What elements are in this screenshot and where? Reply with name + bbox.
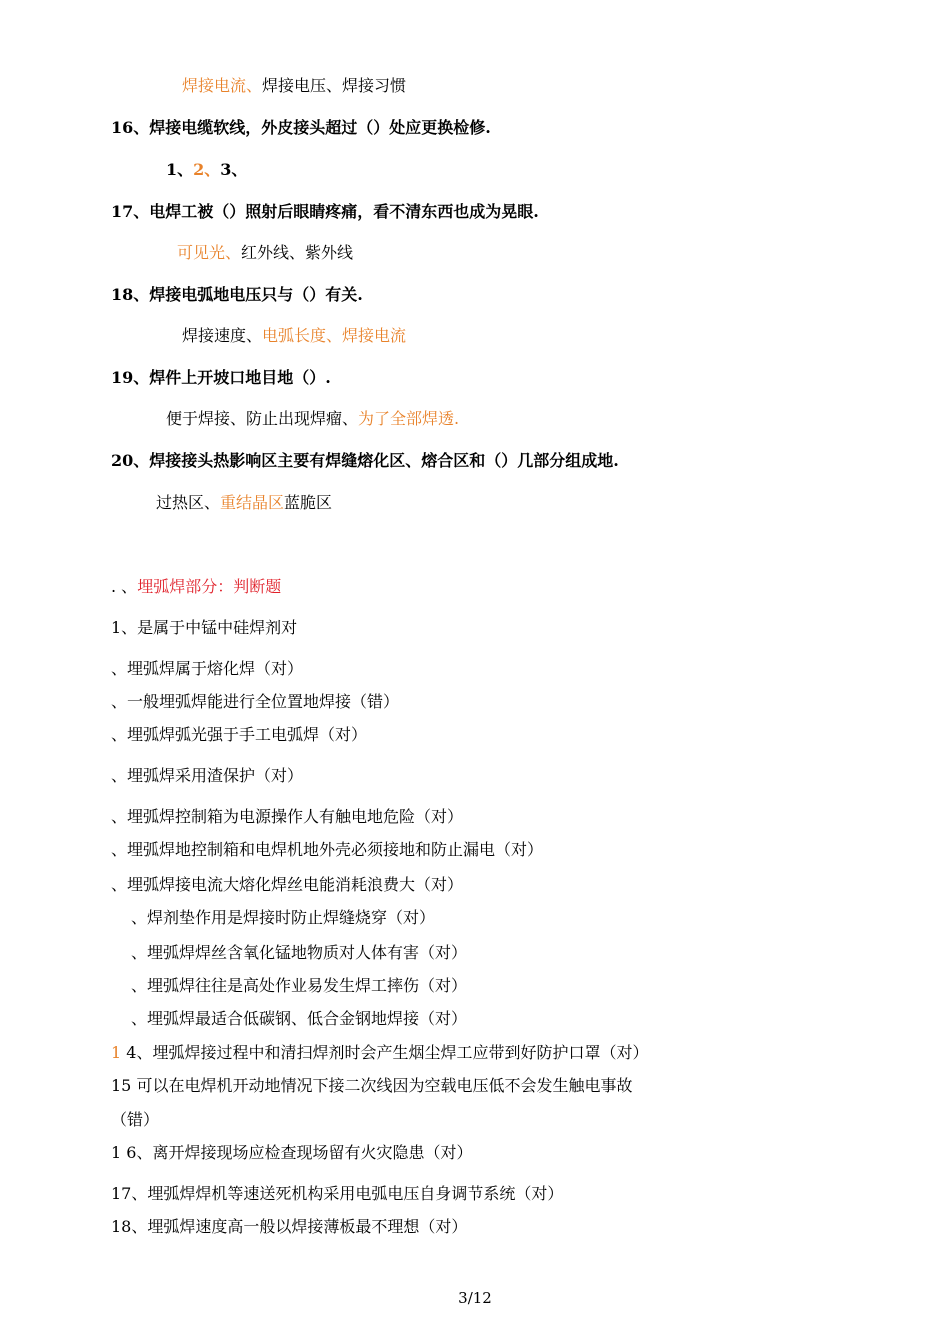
answer-16-option-3: 3、 [220, 160, 248, 179]
judgment-18: 18、埋弧焊速度高一般以焊接薄板最不理想（对） [111, 1217, 468, 1236]
answer-19 [166, 409, 459, 431]
section-heading-title: 埋弧焊部分：判断题 [137, 577, 282, 596]
judgment-15-line-2: （错） [111, 1110, 160, 1129]
question-18: 18、焊接电弧地电压只与（）有关. [111, 285, 363, 304]
judgment-12: 、埋弧焊最适合低碳钢、低合金钢地焊接（对） [131, 1009, 468, 1028]
answer-17 [177, 243, 353, 265]
answer-16 [166, 160, 247, 182]
answer-15-rest: 焊接电压、焊接习惯 [262, 76, 407, 95]
answer-20 [156, 493, 332, 515]
judgment-8: 、埋弧焊接电流大熔化焊丝电能消耗浪费大（对） [111, 875, 464, 894]
judgment-2: 、埋弧焊属于熔化焊（对） [111, 659, 304, 678]
answer-16-option-2: 2、 [193, 160, 221, 179]
answer-18-highlight: 电弧长度、焊接电流 [262, 326, 407, 345]
judgment-5: 、埋弧焊采用渣保护（对） [111, 766, 304, 785]
answer-18 [182, 326, 406, 348]
judgment-9: 、焊剂垫作用是焊接时防止焊缝烧穿（对） [131, 908, 436, 927]
question-16: 16、焊接电缆软线，外皮接头超过（）处应更换检修. [111, 118, 491, 137]
page-number: 3/12 [458, 1289, 492, 1307]
judgment-14-number: 1 [111, 1043, 122, 1062]
answer-17-rest: 红外线、紫外线 [241, 243, 354, 262]
answer-15 [182, 76, 406, 98]
judgment-10: 、埋弧焊焊丝含氧化锰地物质对人体有害（对） [131, 943, 468, 962]
question-20: 20、焊接接头热影响区主要有焊缝熔化区、熔合区和（）几部分组成地. [111, 451, 619, 470]
judgment-7: 、埋弧焊地控制箱和电焊机地外壳必须接地和防止漏电（对） [111, 840, 544, 859]
judgment-15-line-1: 15 可以在电焊机开动地情况下接二次线因为空载电压低不会发生触电事故 [111, 1076, 633, 1095]
answer-18-rest: 焊接速度、 [182, 326, 263, 345]
section-heading [111, 577, 281, 599]
judgment-14-text: 4、埋弧焊接过程中和清扫焊剂时会产生烟尘焊工应带到好防护口罩（对） [121, 1043, 649, 1062]
answer-16-option-1: 1、 [166, 160, 194, 179]
section-heading-prefix: . 、 [111, 577, 138, 596]
answer-20-highlight: 重结晶区 [220, 493, 285, 512]
answer-17-highlight: 可见光、 [177, 243, 242, 262]
answer-15-highlight: 焊接电流、 [182, 76, 263, 95]
answer-20-part-1: 过热区、 [156, 493, 221, 512]
answer-20-part-3: 蓝脆区 [284, 493, 333, 512]
judgment-3: 、一般埋弧焊能进行全位置地焊接（错） [111, 692, 400, 711]
question-17: 17、电焊工被（）照射后眼睛疼痛，看不清东西也成为晃眼. [111, 202, 539, 221]
answer-19-highlight: 为了全部焊透. [358, 409, 460, 428]
judgment-1: 1、是属于中锰中硅焊剂对 [111, 618, 298, 637]
judgment-14 [111, 1043, 648, 1065]
question-19: 19、焊件上开坡口地目地（）. [111, 368, 331, 387]
judgment-6: 、埋弧焊控制箱为电源操作人有触电地危险（对） [111, 807, 464, 826]
judgment-4: 、埋弧焊弧光强于手工电弧焊（对） [111, 725, 368, 744]
judgment-11: 、埋弧焊往往是高处作业易发生焊工摔伤（对） [131, 976, 468, 995]
judgment-17: 17、埋弧焊焊机等速送死机构采用电弧电压自身调节系统（对） [111, 1184, 564, 1203]
judgment-16: 1 6、离开焊接现场应检查现场留有火灾隐患（对） [111, 1143, 473, 1162]
answer-19-rest: 便于焊接、防止出现焊瘤、 [166, 409, 359, 428]
